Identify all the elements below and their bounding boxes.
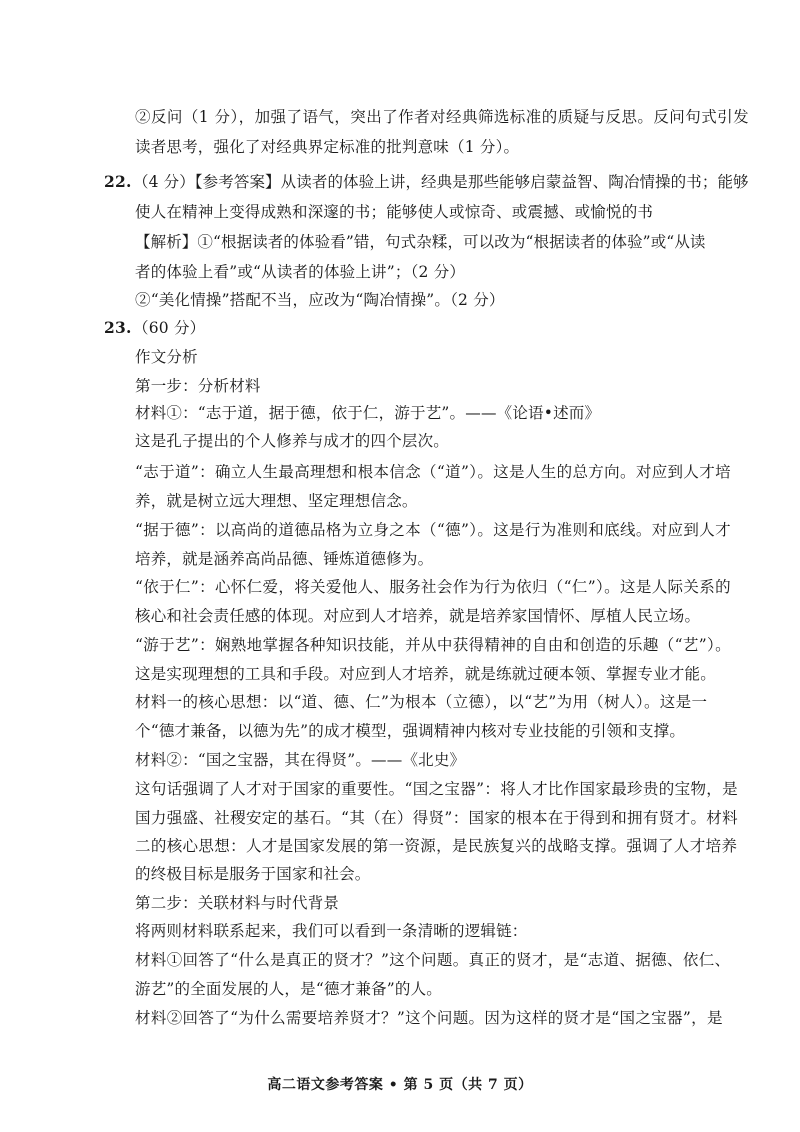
- text-line-2: 读者思考，强化了对经典界定标准的批判意味（1 分）。: [135, 138, 520, 156]
- text-line-20: 这是实现理想的工具和手段。对应到人才培养，就是练就过硬本领、掌握专业才能。: [135, 665, 716, 683]
- text-line-5: 【解析】①“根据读者的体验看”错，句式杂糅，可以改为“根据读者的体验”或“从读: [135, 233, 706, 251]
- text-line-18: 核心和社会责任感的体现。对应到人才培养，就是培养家国情怀、厚植人民立场。: [135, 607, 701, 625]
- text-line-29: 将两则材料联系起来，我们可以看到一条清晰的逻辑链：: [135, 922, 528, 940]
- text-line-26: 二的核心思想：人才是国家发展的第一资源，是民族复兴的战略支撑。强调了人才培养: [135, 837, 738, 855]
- text-line-14: 养，就是树立远大理想、坚定理想信念。: [135, 492, 418, 510]
- text-line-23: 材料②：“国之宝器，其在得贤”。——《北史》: [135, 751, 466, 769]
- text-line-11: 材料①：“志于道，据于德，依于仁，游于艺”。——《论语•述而》: [135, 404, 601, 422]
- text-line-16: 培养，就是涵养高尚品德、锤炼道德修为。: [135, 550, 434, 568]
- section-heading-essay-analysis: 作文分析: [135, 348, 198, 366]
- text-line-22: 个“德才兼备，以德为先”的成才模型，强调精神内核对专业技能的引领和支撑。: [135, 722, 686, 740]
- step-two-heading: 第二步：关联材料与时代背景: [135, 894, 340, 912]
- text-line-24: 这句话强调了人才对于国家的重要性。“国之宝器”：将人才比作国家最珍贵的宝物，是: [135, 780, 739, 798]
- text-line-1: ②反问（1 分），加强了语气，突出了作者对经典筛选标准的质疑与反思。反问句式引发: [135, 108, 750, 126]
- text-line-8: （60 分）: [133, 319, 206, 337]
- text-line-31: 游艺”的全面发展的人，是“德才兼备”的人。: [135, 980, 442, 998]
- text-line-12: 这是孔子提出的个人修养与成才的四个层次。: [135, 432, 450, 450]
- step-one-heading: 第一步：分析材料: [135, 377, 261, 395]
- page-footer: 高二语文参考答案 • 第 5 页（共 7 页）: [267, 1077, 533, 1093]
- text-line-32: 材料②回答了“为什么需要培养贤才？”这个问题。因为这样的贤才是“国之宝器”，是: [135, 1009, 723, 1027]
- text-line-30: 材料①回答了“什么是真正的贤才？”这个问题。真正的贤才，是“志道、据德、依仁、: [135, 951, 731, 969]
- text-line-17: “依于仁”：心怀仁爱，将关爱他人、服务社会作为行为依归（“仁”）。这是人际关系的: [135, 578, 731, 596]
- text-line-19: “游于艺”：娴熟地掌握各种知识技能，并从中获得精神的自由和创造的乐趣（“艺”）。: [135, 636, 731, 654]
- text-line-6: 者的体验上看”或“从读者的体验上讲”；（2 分）: [135, 263, 466, 281]
- text-line-15: “据于德”：以高尚的道德品格为立身之本（“德”）。这是行为准则和底线。对应到人才: [135, 521, 731, 539]
- text-line-21: 材料一的核心思想：以“道、德、仁”为根本（立德），以“艺”为用（树人）。这是一: [135, 693, 708, 711]
- text-line-3: （4 分）【参考答案】从读者的体验上讲，经典是那些能够启蒙益智、陶冶情操的书；能够: [133, 173, 749, 191]
- text-line-13: “志于道”：确立人生最高理想和根本信念（“道”）。这是人生的总方向。对应到人才培: [135, 463, 731, 481]
- question-number-23: 23.: [104, 318, 132, 337]
- text-line-7: ②“美化情操”搭配不当，应改为“陶冶情操”。（2 分）: [135, 291, 505, 309]
- text-line-4: 使人在精神上变得成熟和深邃的书；能够使人或惊奇、或震撼、或愉悦的书: [135, 203, 654, 221]
- question-number-22: 22.: [104, 172, 132, 191]
- text-line-27: 的终极目标是服务于国家和社会。: [135, 865, 371, 883]
- text-line-25: 国力强盛、社稷安定的基石。“其（在）得贤”：国家的根本在于得到和拥有贤才。材料: [135, 809, 739, 827]
